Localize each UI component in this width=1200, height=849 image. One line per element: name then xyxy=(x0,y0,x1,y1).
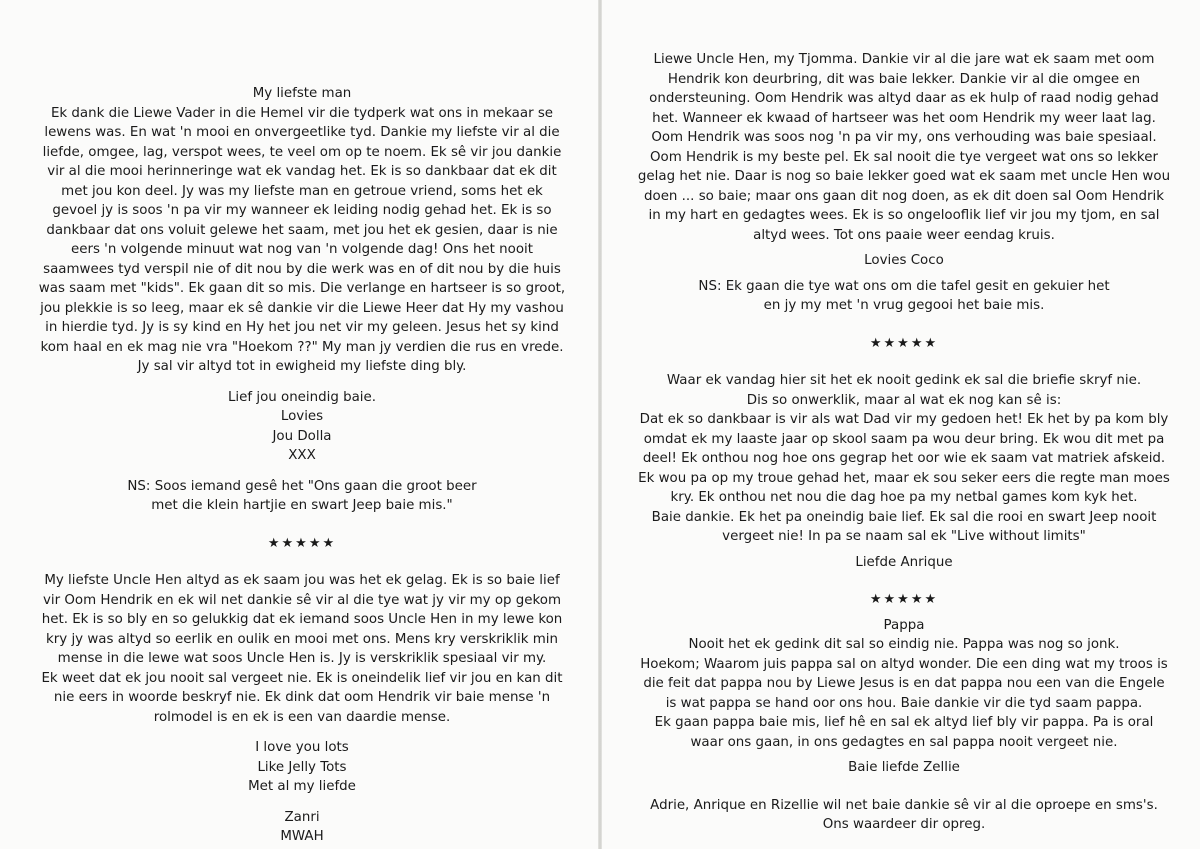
text-line: NS: Soos iemand gesê het "Ons gaan die groot beer xyxy=(127,478,477,494)
text-line: rolmodel is en ek is een van daardie mense. xyxy=(153,709,451,725)
postscript-coco xyxy=(618,277,1190,316)
signoff-zellie: Baie liefde Zellie xyxy=(848,760,960,775)
text-line: Hendrik kon deurbring, dit was baie lekker. Dankie vir al die omgee en xyxy=(667,71,1141,87)
text-line: altyd wees. Tot ons paaie weer eendag kruis. xyxy=(753,227,1055,243)
text-line: ondersteuning. Oom Hendrik was altyd daar as ek hulp of raad nodig gehad xyxy=(649,91,1159,106)
text-line: Ons waardeer dir opreg. xyxy=(822,817,986,832)
text-line: mense in die lewe wat soos Uncle Hen is. Jy is verskriklik spesiaal vir my. xyxy=(57,651,547,666)
text-line: Ek gaan pappa baie mis, lief hê en sal ek altyd lief bly vir pappa. Pa is oral xyxy=(654,715,1154,730)
text-line: in my hart en gedagtes wees. Ek is so ongelooflik lief vir jou my tjom, en sal xyxy=(648,208,1160,223)
star-separator: ★★★★★ xyxy=(869,592,939,607)
star-separator: ★★★★★ xyxy=(267,535,337,551)
text-line: Baie dankie. Ek het pa oneindig baie lief. Ek sal die rooi en swart Jeep nooit xyxy=(651,509,1157,525)
text-line: NS: Ek gaan die tye wat ons om die tafel gesit en gekuier het xyxy=(698,278,1110,294)
letter-title: Pappa xyxy=(883,617,925,633)
text-line: was saam met "kids". Ek gaan dit so mis. Die verlange en hartseer is so groot, xyxy=(38,281,566,296)
text-line: vir Oom Hendrik en ek wil net dankie sê vir al die tye wat jy vir my op gekom xyxy=(42,592,562,608)
text-line: Ek weet dat ek jou nooit sal vergeet nie. Ek is oneindelik lief vir jou en kan dit xyxy=(41,670,563,686)
signoff-line: Lief jou oneindig baie. xyxy=(227,389,377,405)
text-line: Hoekom; Waarom juis pappa sal on altyd wonder. Die een ding wat my troos is xyxy=(640,656,1168,672)
letter-wife-body xyxy=(22,104,582,377)
signoff-line: MWAH xyxy=(280,829,324,844)
text-line: gevoel jy is soos 'n pa vir my wanneer ek leiding nodig gehad het. Ek is so xyxy=(52,203,552,218)
family-thanks xyxy=(618,796,1190,835)
right-page xyxy=(600,0,1200,849)
text-line: Oom Hendrik was soos nog 'n pa vir my, ons verhouding was baie spesiaal. xyxy=(651,130,1157,145)
text-line: deel! Ek onthou nog hoe ons gegrap het oor wie ek saam vat matriek afskeid. xyxy=(642,451,1166,466)
text-line: en jy my met 'n vrug gegooi het baie mis. xyxy=(763,298,1045,313)
text-line: gelag het nie. Daar is nog so baie lekker goed wat ek saam met uncle Hen wou xyxy=(637,169,1171,184)
text-line: Nooit het ek gedink dit sal so eindig nie. Pappa was nog so jonk. xyxy=(688,637,1120,652)
text-line: kry jy was altyd so eerlik en oulik en mooi met ons. Mens kry verskriklik min xyxy=(46,631,558,647)
signoff-wife xyxy=(22,388,582,466)
signoff-line: Jou Dolla xyxy=(272,428,332,444)
signoff-zanri-name xyxy=(22,808,582,847)
text-line: het. Ek is so bly en so gelukkig dat ek iemand soos Uncle Hen in my lewe kon xyxy=(41,612,563,627)
signoff-line: Zanri xyxy=(284,809,320,825)
text-line: met die klein hartjie en swart Jeep baie mis." xyxy=(151,498,453,513)
signoff-anrique: Liefde Anrique xyxy=(855,554,953,570)
text-line: eers 'n volgende minuut wat nog van 'n volgende dag! Ons het nooit xyxy=(70,242,534,257)
text-line: met jou kon deel. Jy was my liefste man en getroue vriend, soms het ek xyxy=(61,183,543,199)
text-line: die feit dat pappa nou by Liewe Jesus is en dat pappa nou een van die Engele xyxy=(643,676,1165,691)
signoff-line: XXX xyxy=(288,448,316,463)
page-fold xyxy=(598,0,602,849)
text-line: het. Wanneer ek kwaad of hartseer was het oom Hendrik my weer laat lag. xyxy=(652,110,1156,126)
text-line: Jy sal vir altyd tot in ewigheid my liefste ding bly. xyxy=(137,359,467,374)
text-line: Dat ek so dankbaar is vir als wat Dad vir my gedoen het! Ek het by pa kom bly xyxy=(639,412,1169,427)
text-line: saamwees tyd verspil nie of dit nou by die werk was en of dit nou by die huis xyxy=(43,261,561,277)
text-line: Liewe Uncle Hen, my Tjomma. Dankie vir al die jare wat ek saam met oom xyxy=(653,52,1155,67)
signoff-zanri xyxy=(22,738,582,797)
signoff-line: Like Jelly Tots xyxy=(257,759,347,775)
letter-zellie-body xyxy=(618,635,1190,752)
text-line: Ek dank die Liewe Vader in die Hemel vir die tydperk wat ons in mekaar se xyxy=(50,105,554,121)
signoff-line: I love you lots xyxy=(255,740,349,755)
text-line: Waar ek vandag hier sit het ek nooit gedink ek sal die briefie skryf nie. xyxy=(666,373,1142,388)
text-line: Ek wou pa op my troue gehad het, maar ek sou seker eers die regte man moes xyxy=(638,470,1170,486)
postscript-wife xyxy=(22,477,582,516)
text-line: My liefste Uncle Hen altyd as ek saam jou was het ek gelag. Ek is so baie lief xyxy=(44,573,560,588)
text-line: waar ons gaan, in ons gedagtes en sal pappa nooit vergeet nie. xyxy=(690,734,1118,750)
letter-zanri-body xyxy=(22,571,582,727)
signoff-line: Lovies xyxy=(280,409,324,424)
text-line: liefde, omgee, lag, verspot wees, te veel om op te noem. Ek sê vir jou dankie xyxy=(42,144,562,160)
text-line: kry. Ek onthou net nou die dag hoe pa my netbal games kom kyk het. xyxy=(670,490,1138,505)
signoff-line: Met al my liefde xyxy=(248,779,356,794)
text-line: nie eers in woorde beskryf nie. Ek dink dat oom Hendrik vir baie mense 'n xyxy=(53,690,551,705)
text-line: dankbaar dat ons voluit gelewe het saam, met jou het ek gesien, daar is nie xyxy=(46,222,558,238)
text-line: doen ... so baie; maar ons gaan dit nog doen, as ek dit doen sal Oom Hendrik xyxy=(644,188,1164,204)
text-line: jou plekkie is so leeg, maar ek sê dankie vir die Liewe Heer dat Hy my vashou xyxy=(40,300,564,316)
text-line: Adrie, Anrique en Rizellie wil net baie dankie sê vir al die oproepe en sms's. xyxy=(650,797,1158,813)
text-line: vergeet nie! In pa se naam sal ek "Live without limits" xyxy=(722,529,1086,544)
letter-coco-body xyxy=(618,50,1190,245)
text-line: vir al die mooi herinneringe wat ek vandag het. Ek is so dankbaar dat ek dit xyxy=(47,164,557,179)
star-separator: ★★★★★ xyxy=(869,335,939,351)
letter-anrique-body xyxy=(618,371,1190,547)
text-line: lewens was. En wat 'n mooi en onvergeetlike tyd. Dankie my liefste vir al die xyxy=(44,125,560,140)
letter-title: My liefste man xyxy=(252,86,352,101)
text-line: in hierdie tyd. Jy is sy kind en Hy het jou net vir my geleen. Jesus het sy kind xyxy=(45,320,559,335)
text-line: Oom Hendrik is my beste pel. Ek sal nooit die tye vergeet wat ons so lekker xyxy=(650,149,1158,165)
text-line: Dis so onwerklik, maar al wat ek nog kan sê is: xyxy=(746,392,1062,408)
text-line: is wat pappa se hand oor ons hou. Baie dankie vir die tyd saam pappa. xyxy=(665,695,1143,711)
text-line: omdat ek my laaste jaar op skool saam pa wou deur bring. Ek wou dit met pa xyxy=(643,431,1165,447)
signoff-coco: Lovies Coco xyxy=(864,253,944,268)
text-line: kom haal en ek mag nie vra "Hoekom ??" My man jy verdien die rus en vrede. xyxy=(40,339,564,355)
